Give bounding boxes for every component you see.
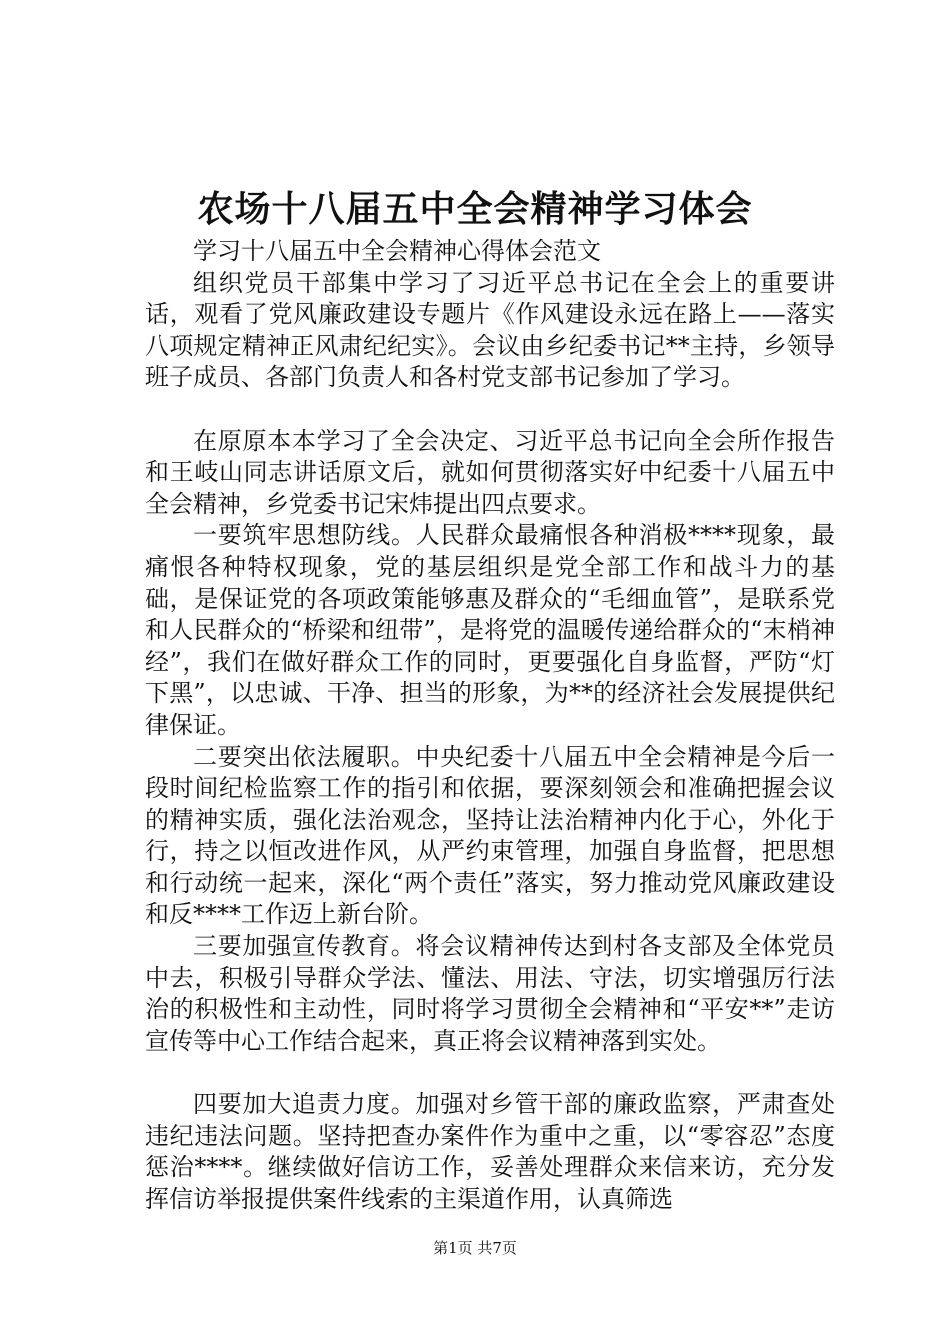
body-paragraph: 三要加强宣传教育。将会议精神传达到村各支部及全体党员中去，积极引导群众学法、懂法、用法、守法，切实增强厉行法治的积极性和主动性，同时将学习贯彻全会精神和“平安**”走访宣传等中心工作结合起来，真正将会议精神落到实处。 [145,932,835,1055]
body-paragraph: 组织党员干部集中学习了习近平总书记在全会上的重要讲话，观看了党风廉政建设专题片《作风建设永远在路上——落实八项规定精神正风肃纪纪实》。会议由乡纪委书记**主持，乡领导班子成员、各部门负责人和各村党支部书记参加了学习。 [145,268,835,392]
subtitle-paragraph: 学习十八届五中全会精神心得体会范文 [193,237,601,265]
page-footer: 第1页 共7页 [433,1239,517,1257]
body-paragraph: 四要加大追责力度。加强对乡管干部的廉政监察，严肃查处违纪违法问题。坚持把查办案件作为重中之重，以“零容忍”态度惩治****。继续做好信访工作，妥善处理群众来信来访，充分发挥信访举报提供案件线索的主渠道作用，认真筛选 [145,1090,835,1213]
body-paragraph: 二要突出依法履职。中央纪委十八届五中全会精神是今后一段时间纪检监察工作的指引和依据，要深刻领会和准确把握会议的精神实质，强化法治观念，坚持让法治精神内化于心，外化于行，持之以恒改进作风，从严约束管理，加强自身监督，把思想和行动统一起来，深化“两个责任”落实，努力推动党风廉政建设和反****工作迈上新台阶。 [145,742,835,929]
document-title: 农场十八届五中全会精神学习体会 [197,188,753,230]
body-paragraph: 一要筑牢思想防线。人民群众最痛恨各种消极****现象，最痛恨各种特权现象，党的基层组织是党全部工作和战斗力的基础，是保证党的各项政策能够惠及群众的“毛细血管”，是联系党和人民群众的“桥梁和纽带”，是将党的温暖传递给群众的“末梢神经”，我们在做好群众工作的同时，更要强化自身监督，严防“灯下黑”，以忠诚、干净、担当的形象，为**的经济社会发展提供纪律保证。 [145,521,835,739]
document-body [145,236,835,1215]
body-paragraph: 在原原本本学习了全会决定、习近平总书记向全会所作报告和王岐山同志讲话原文后，就如何贯彻落实好中纪委十八届五中全会精神，乡党委书记宋炜提出四点要求。 [145,426,835,518]
